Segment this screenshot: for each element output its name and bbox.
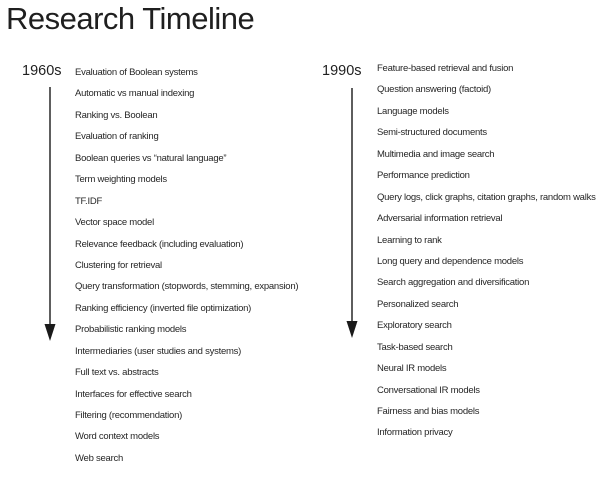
timeline-item: Long query and dependence models bbox=[377, 255, 524, 267]
timeline-item: TF.IDF bbox=[75, 195, 102, 207]
timeline-item: Probabilistic ranking models bbox=[75, 324, 187, 336]
timeline-item: Evaluation of Boolean systems bbox=[75, 67, 198, 78]
timeline-item: Semi-structured documents bbox=[377, 127, 487, 139]
timeline-item: Adversarial information retrieval bbox=[377, 213, 503, 225]
timeline-item: Language models bbox=[377, 105, 449, 117]
timeline-item: Ranking efficiency (inverted file optimization) bbox=[75, 302, 252, 314]
timeline-down-arrow-1990s bbox=[345, 88, 359, 338]
timeline-item: Intermediaries (user studies and systems) bbox=[75, 345, 242, 357]
timeline-item: Interfaces for effective search bbox=[75, 388, 192, 400]
timeline-item: Learning to rank bbox=[377, 234, 442, 246]
timeline-item: Boolean queries vs “natural language” bbox=[75, 152, 227, 164]
timeline-item: Conversational IR models bbox=[377, 384, 480, 396]
timeline-item: Query transformation (stopwords, stemming, expansion) bbox=[75, 281, 299, 293]
timeline-item: Full text vs. abstracts bbox=[75, 367, 159, 379]
timeline-item: Ranking vs. Boolean bbox=[75, 109, 158, 121]
era-label-1960s: 1960s bbox=[22, 63, 62, 79]
timeline-item: Information privacy bbox=[377, 427, 453, 439]
timeline-item: Relevance feedback (including evaluation) bbox=[75, 238, 244, 250]
timeline-item: Filtering (recommendation) bbox=[75, 410, 183, 421]
timeline-item: Word context models bbox=[75, 431, 160, 443]
timeline-item: Automatic vs manual indexing bbox=[75, 88, 195, 100]
timeline-item: Evaluation of ranking bbox=[75, 131, 159, 143]
timeline-item: Multimedia and image search bbox=[377, 148, 495, 160]
timeline-item: Web search bbox=[75, 452, 124, 464]
timeline-down-arrow-1960s bbox=[43, 87, 57, 341]
timeline-items-1990s bbox=[377, 58, 596, 444]
timeline-item: Search aggregation and diversification bbox=[377, 277, 530, 289]
timeline-item: Feature-based retrieval and fusion bbox=[377, 63, 514, 74]
timeline-item: Personalized search bbox=[377, 298, 459, 310]
timeline-item: Fairness and bias models bbox=[377, 406, 480, 417]
timeline-item: Task-based search bbox=[377, 341, 453, 353]
timeline-item: Clustering for retrieval bbox=[75, 259, 162, 271]
page-title: Research Timeline bbox=[6, 1, 255, 36]
timeline-items-1960s bbox=[75, 62, 298, 469]
timeline-item: Performance prediction bbox=[377, 170, 470, 182]
timeline-item: Query logs, click graphs, citation graphs, random walks bbox=[377, 191, 596, 203]
era-label-1990s: 1990s bbox=[322, 63, 362, 79]
timeline-item: Exploratory search bbox=[377, 320, 452, 332]
timeline-item: Question answering (factoid) bbox=[377, 84, 491, 96]
timeline-item: Term weighting models bbox=[75, 174, 167, 186]
timeline-item: Vector space model bbox=[75, 217, 154, 229]
timeline-item: Neural IR models bbox=[377, 363, 447, 375]
